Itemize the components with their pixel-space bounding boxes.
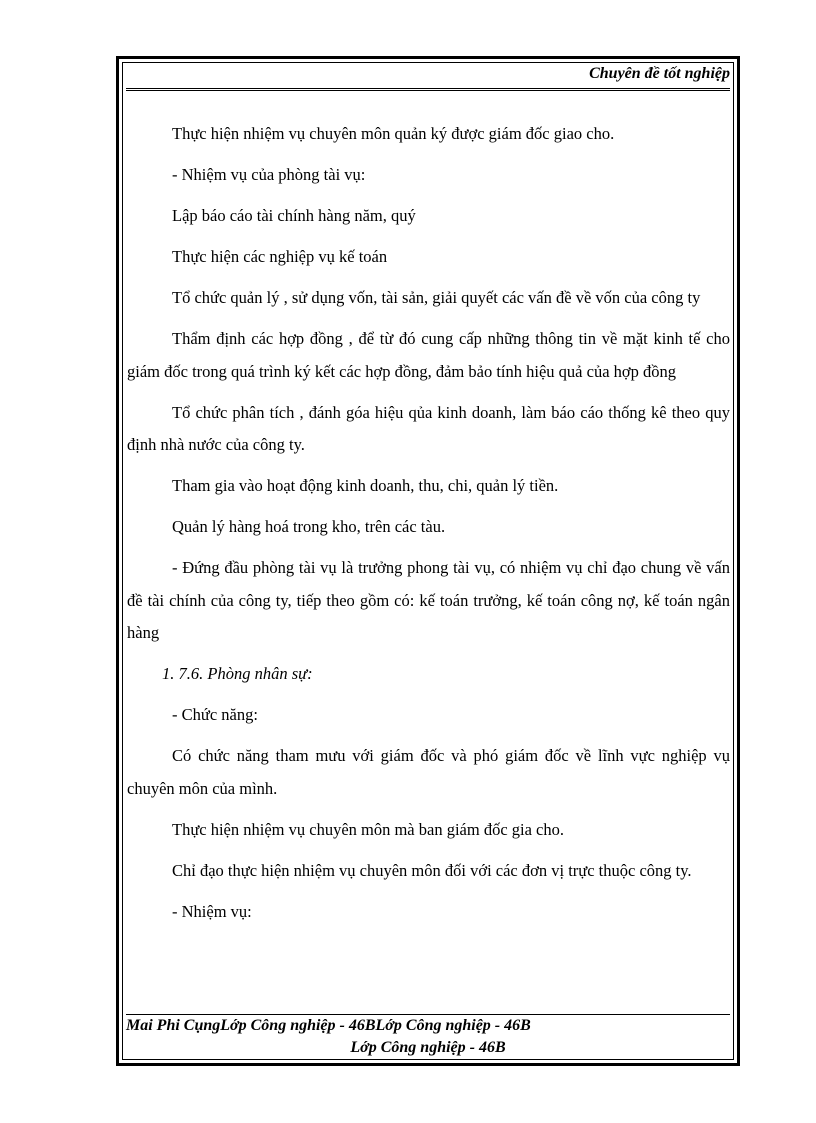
document-body <box>127 118 730 937</box>
list-label: - Nhiệm vụ: <box>172 901 252 921</box>
paragraph: - Đứng đầu phòng tài vụ là trưởng phong tài vụ, có nhiệm vụ chỉ đạo chung về vấn đề tài chính của công ty, tiếp theo gồm có: kế toán trưởng, kế toán công nợ, kế toán ngân hàng <box>127 558 730 642</box>
paragraph: Quản lý hàng hoá trong kho, trên các tàu. <box>172 517 446 536</box>
paragraph: Có chức năng tham mưu với giám đốc và phó giám đốc về lĩnh vực nghiệp vụ chuyên môn của mình. <box>127 746 730 798</box>
paragraph: Chỉ đạo thực hiện nhiệm vụ chuyên môn đối với các đơn vị trực thuộc công ty. <box>172 860 692 880</box>
section-heading: 1. 7.6. Phòng nhân sự: <box>162 664 313 683</box>
page-header: Chuyên đề tốt nghiệp <box>589 65 730 82</box>
list-label: - Chức năng: <box>172 705 258 724</box>
paragraph: Thực hiện nhiệm vụ chuyên môn mà ban giám đốc gia cho. <box>172 819 565 839</box>
paragraph: Thực hiện các nghiệp vụ kế toán <box>172 247 388 266</box>
list-label: - Nhiệm vụ của phòng tài vụ: <box>172 165 366 184</box>
paragraph: Lập báo cáo tài chính hàng năm, quý <box>172 206 416 225</box>
footer-line-2: Lớp Công nghiệp - 46B <box>350 1039 506 1056</box>
page-footer <box>126 1015 730 1059</box>
paragraph: Tổ chức phân tích , đánh góa hiệu qủa kinh doanh, làm báo cáo thống kê theo quy định nhà nước của công ty. <box>127 402 730 454</box>
paragraph: Tổ chức quản lý , sử dụng vốn, tài sản, giải quyết các vấn đề về vốn của công ty <box>172 288 701 307</box>
paragraph: Thực hiện nhiệm vụ chuyên môn quản ký được giám đốc giao cho. <box>172 124 615 143</box>
paragraph: Tham gia vào hoạt động kinh doanh, thu, chi, quản lý tiền. <box>172 476 559 495</box>
footer-line-1: Mai Phi CụngLớp Công nghiệp - 46BLớp Công nghiệp - 46B <box>126 1017 531 1034</box>
header-divider <box>126 88 730 91</box>
paragraph: Thẩm định các hợp đồng , để từ đó cung cấp những thông tin về mặt kinh tế cho giám đốc trong quá trình ký kết các hợp đồng, đảm bảo tính hiệu quả của hợp đồng <box>127 329 730 381</box>
